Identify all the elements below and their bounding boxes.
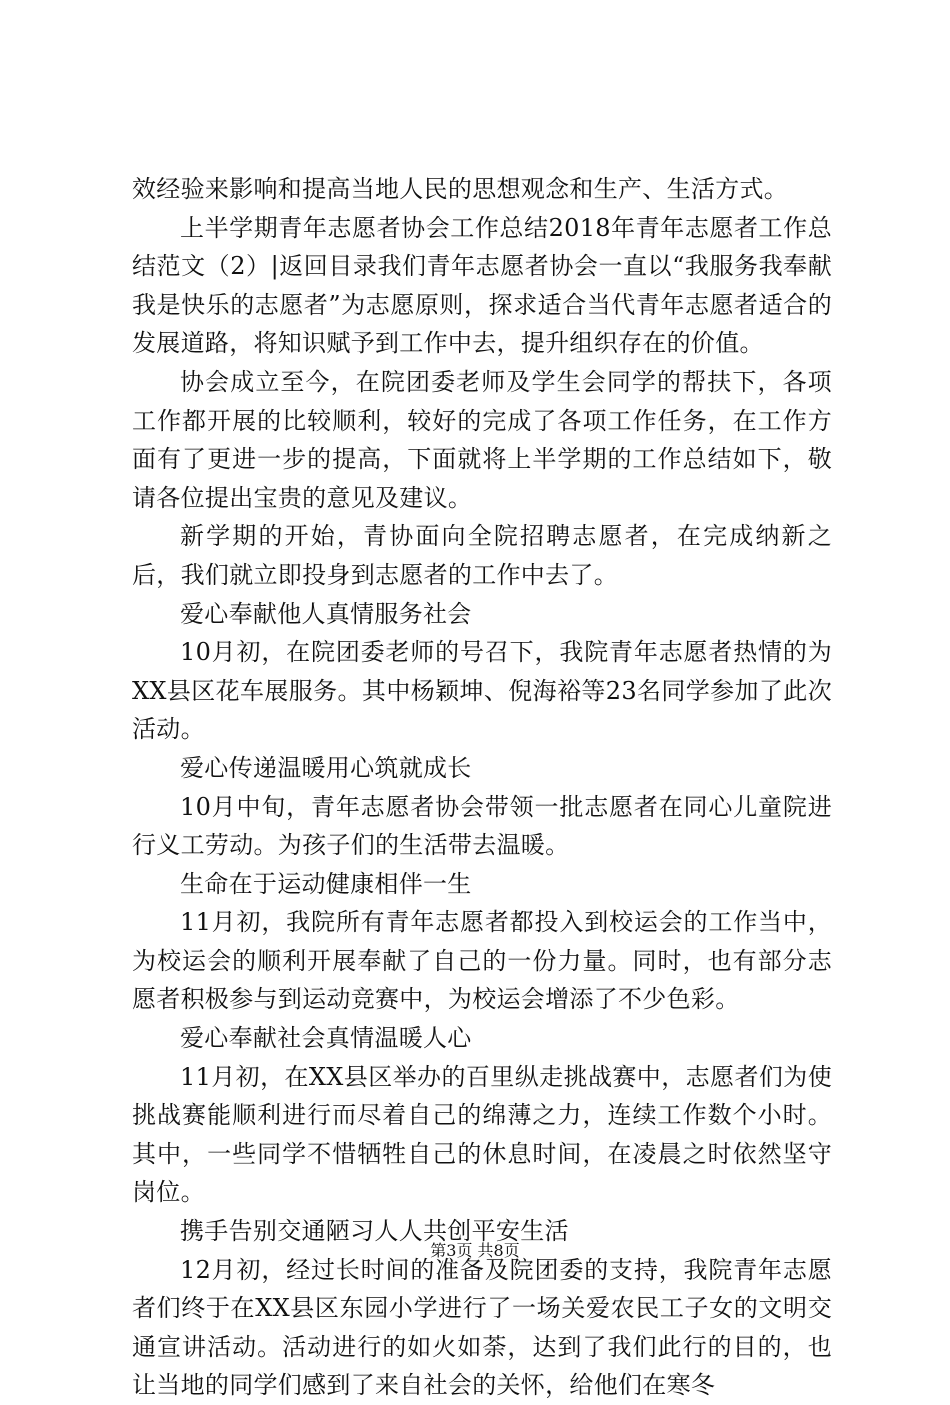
paragraph-activity: 10月初，在院团委老师的号召下，我院青年志愿者热情的为XX县区花车展服务。其中杨颖坤、倪海裕等23名同学参加了此次活动。 bbox=[132, 638, 832, 744]
paragraph-overview: 协会成立至今，在院团委老师及学生会同学的帮扶下，各项工作都开展的比较顺利，较好的完成了各项工作任务，在工作方面有了更进一步的提高，下面就将上半学期的工作总结如下，敬请各位提出宝贵的意见及建议。 bbox=[132, 367, 832, 512]
paragraph-activity: 11月初，在XX县区举办的百里纵走挑战赛中，志愿者们为使挑战赛能顺利进行而尽着自己的绵薄之力，连续工作数个小时。其中，一些同学不惜牺牲自己的休息时间，在凌晨之时依然坚守岗位。 bbox=[132, 1062, 832, 1207]
page-number-footer: 第3页 共8页 bbox=[430, 1241, 520, 1260]
section-heading: 爱心奉献他人真情服务社会 bbox=[180, 599, 472, 628]
document-body bbox=[132, 170, 832, 1405]
paragraph-activity: 10月中旬，青年志愿者协会带领一批志愿者在同心儿童院进行义工劳动。为孩子们的生活带去温暖。 bbox=[132, 792, 832, 860]
section-heading: 生命在于运动健康相伴一生 bbox=[180, 869, 472, 898]
paragraph-activity: 12月初，经过长时间的准备及院团委的支持，我院青年志愿者们终于在XX县区东园小学进行了一场关爱农民工子女的文明交通宣讲活动。活动进行的如火如荼，达到了我们此行的目的，也让当地的同学们感到了来自社会的关怀，给他们在寒冬 bbox=[132, 1255, 832, 1400]
paragraph-recruitment: 新学期的开始，青协面向全院招聘志愿者，在完成纳新之后，我们就立即投身到志愿者的工作中去了。 bbox=[132, 522, 832, 589]
paragraph-activity: 11月初，我院所有青年志愿者都投入到校运会的工作当中，为校运会的顺利开展奉献了自己的一份力量。同时，也有部分志愿者积极参与到运动竞赛中，为校运会增添了不少色彩。 bbox=[132, 908, 832, 1014]
paragraph-continuation: 效经验来影响和提高当地人民的思想观念和生产、生活方式。 bbox=[132, 175, 789, 203]
section-heading: 爱心奉献社会真情温暖人心 bbox=[180, 1024, 472, 1053]
section-heading: 爱心传递温暖用心筑就成长 bbox=[180, 753, 472, 782]
paragraph-intro: 上半学期青年志愿者协会工作总结2018年青年志愿者工作总结范文（2）|返回目录我们青年志愿者协会一直以“我服务我奉献我是快乐的志愿者”为志愿原则，探求适合当代青年志愿者适合的发展道路，将知识赋予到工作中去，提升组织存在的价值。 bbox=[132, 213, 832, 358]
section-heading: 携手告别交通陋习人人共创平安生活 bbox=[180, 1217, 569, 1246]
